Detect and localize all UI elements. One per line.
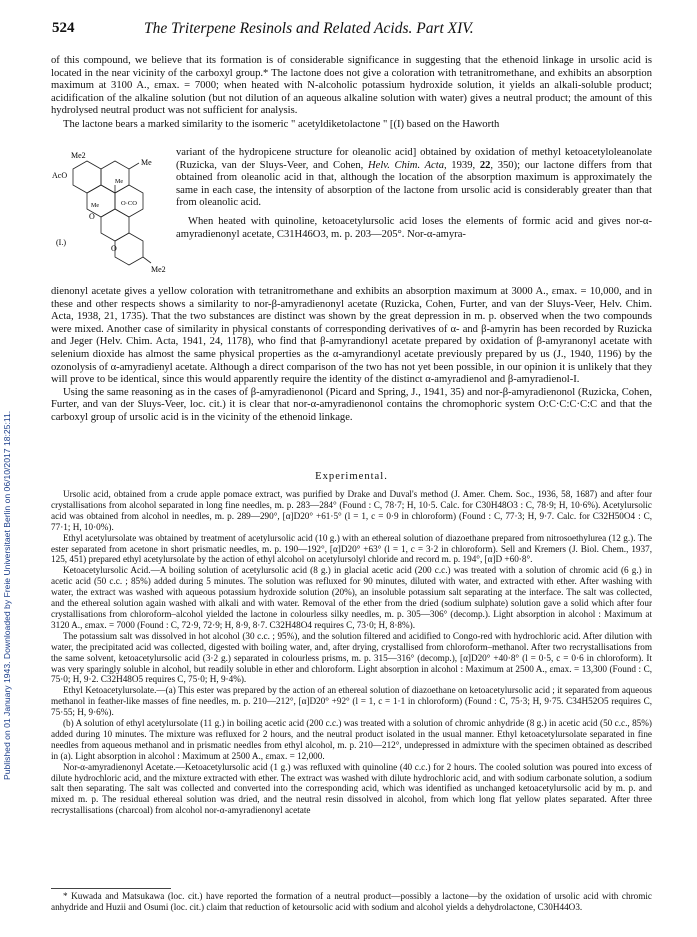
reasoning-paragraph: Using the same reasoning as in the cases of β-amyradienonol (Picard and Spring, J., 1941, 35) and nor-β-amyradienonol (Ruzicka, Cohen, Furter, and van der Sluys-Veer, loc. cit.) it is clear that nor-α-amyradienonol contains the chromophoric system O:C·C:C·C:C and that the carboxyl group of ursolic acid is in the vicinity of the ethenoid linkage.	[51, 386, 652, 423]
experimental-paragraph: Nor-α-amyradienonyl Acetate.—Ketoacetylursolic acid (1 g.) was refluxed with quinoline (40 c.c.) for 2 hours. The cooled solution was poured into excess of dilute hydrochloric acid, and the mixture extracted with ether. The extract was washed with dilute hydrochloric acid, and with sodium carbonate solution, a sodium salt then separating. The salt was collected and converted into the corresponding acid, which was identified as unchanged ketoacetylursolic acid by m. p. and mixed m. p. The residual ethereal solution was dried, and the neutral resin dissolved in alcohol, from which long flat yellow plates separated. After three recrystallisations (charcoal) from alcohol nor-α-amyradienonyl acetate	[51, 761, 652, 816]
quinoline-paragraph: When heated with quinoline, ketoacetylursolic acid loses the elements of formic acid and gives nor-α-amyradienonyl acetate, C31H46O3, m. p. 203—205°. Nor-α-amyra-	[176, 215, 652, 240]
formula-me-left: Me	[91, 203, 99, 209]
download-provenance-sidebar	[2, 140, 16, 780]
page-number: 524	[52, 20, 75, 36]
formula-o-bottom: O	[111, 244, 117, 253]
formula-oco: O·CO	[121, 200, 137, 207]
footnote-rule	[51, 888, 171, 889]
experimental-paragraph: Ethyl Ketoacetylursolate.—(a) This ester was prepared by the action of an ethereal solution of diazoethane on ketoacetylursolic acid ; it separated from aqueous methanol in feather-like masses of fine needles, m. p. 210—212°, [α]D20° +92° (l = 1, c = 1·1 in chloroform) (Found : C, 75·3; H, 9·75. C34H52O5 requires C, 75·55; H, 9·6%).	[51, 685, 652, 718]
experimental-paragraph: (b) A solution of ethyl acetylursolate (11 g.) in boiling acetic acid (200 c.c.) was treated with a solution of chromic anhydride (8 g.) in acetic acid (50 c.c., 85%) added during 10 minutes. The mixture was refluxed for 2 hours, and the neutral product isolated in the usual manner. Ethyl ketoacetylursolate separated in fine needles from aqueous methanol and in prismatic needles from ethyl alcohol, m. p. 210—212°, undepressed in admixture with the specimen obtained as described in (a). Light absorption in alcohol : Maximum at 2500 A., εmax. = 12,000.	[51, 718, 652, 761]
formula-side-text	[176, 147, 652, 241]
experimental-paragraph: Ethyl acetylursolate was obtained by treatment of acetylursolic acid (10 g.) with an ethereal solution of diazoethane prepared from nitrosoethylurea (12 g.). The ester separated from acetone in short prismatic needles, m. p. 190—192°, [α]D20° +63° (l = 1, c = 3·2 in chloroform). Sell and Kremers (J. Biol. Chem., 1937, 125, 451) prepared ethyl acetylursolate by the action of ethyl alcohol on acetylursolyl chloride and record m. p. 194°, [α]D +60·8°.	[51, 532, 652, 565]
formula-me2-top: Me2	[71, 151, 86, 160]
lactone-similarity-lead: The lactone bears a marked similarity to the isomeric " acetyldiketolactone " [(I) based on the Haworth	[63, 118, 500, 130]
experimental-block	[51, 489, 652, 816]
footnote-block	[51, 891, 652, 913]
formula-o-left: O	[89, 212, 95, 221]
experimental-paragraph: Ketoacetylursolic Acid.—A boiling solution of acetylursolic acid (8 g.) in glacial acetic acid (200 c.c.) was treated with a solution of chromic acid (6 g.) in acetic acid (50 c.c. ; 85%) added during 5 minutes. The solution was refluxed for 90 minutes, diluted with water, and extracted with ether. After washing with water, the extract was washed with aqueous potassium hydroxide solution (20%), an insoluble potassium salt separating at the interface. The salt was collected, and the ethereal solution again washed with alkali and with water. Removal of the ether from the dried (sodium sulphate) solution gave a solid which after four crystallisations from chloroform–alcohol yielded the lactone in colourless silky needles, m. p. 305—306° (decomp.). Light absorption in alcohol : Maximum at 3120 A., εmax. = 7000 (Found : C, 72·9, 72·9; H, 8·9, 8·7. C32H48O4 requires C, 73·0; H, 8·8%).	[51, 565, 652, 630]
discussion-block	[51, 286, 652, 425]
experimental-paragraph: The potassium salt was dissolved in hot alcohol (30 c.c. ; 95%), and the solution filtered and acidified to Congo-red with hydrochloric acid. After dilution with water, the precipitated acid was collected, digested with boiling water, and, after drying, crystallised from chloroform–methanol. After two recrystallisations from the same solvent, ketoacetylursolic acid (3·2 g.) separated in colourless prisms, m. p. 315—316° (decomp.), [α]D20° +40·8° (l = 0·5, c = 0·6 in chloroform). It was very sparingly soluble in alcohol, but readily soluble in ether and chloroform. Light absorption in alcohol : Maximum at 2500 A., εmax. = 13,300 (Found : C, 75·0; H, 9·2. C32H48O5 requires C, 75·0; H, 9·4%).	[51, 630, 652, 685]
opening-paragraph-block	[51, 55, 652, 132]
page-header	[52, 20, 652, 42]
running-title: The Triterpene Resinols and Related Acids. Part XIV.	[144, 20, 474, 37]
formula-me-right: Me	[141, 158, 152, 167]
formula-me-inner: Me	[115, 179, 123, 185]
formula-aco: AcO	[52, 171, 68, 180]
formula-me2-bottom: Me2	[151, 265, 166, 274]
provenance-text[interactable]: Published on 01 January 1943. Downloaded by Freie Universitaet Berlin on 06/10/2017 18:25:11.	[2, 410, 12, 780]
footnote: * Kuwada and Matsukawa (loc. cit.) have reported the formation of a neutral product—possibly a lactone—by the oxidation of ursolic acid with chromic anhydride and Huzii and Osumi (loc. cit.) claim that reduction of ketoursolic acid with sodium and alcohol yields a dehydrolactone, C30H44O3.	[51, 891, 652, 912]
formula-label: (I.)	[56, 238, 66, 247]
formula-side-paragraph: variant of the hydropicene structure for oleanolic acid] obtained by oxidation of methyl ketoacetyloleanolate (Ruzicka, van der Sluys-Veer, and Cohen, Helv. Chim. Acta, 1939, 22, 350); our lactone differs from that obtained from oleanolic acid in that, although the location of the absorption maximum is approximately the same in each case, the intensity of absorption of the lactone from ursolic acid is considerably greater than that from oleanolic acid.	[176, 147, 653, 209]
structural-formula-I	[51, 147, 179, 277]
section-heading-experimental: Experimental.	[315, 471, 388, 482]
opening-paragraph: of this compound, we believe that its formation is of considerable significance in suggesting that the ethenoid linkage in ursolic acid is located in the near vicinity of the carboxyl group.* The lactone does not give a coloration with tetranitromethane, and exhibits an absorption maximum at 3100 A., εmax. = 7000; when heated with N-alcoholic potassium hydroxide solution, it yields an alkali-soluble product; acidification of the alkaline solution (but not dilution of an aqueous alkaline solution with water) gives a neutral product; the amount of this hydrolysed neutral product was not sufficient for analysis.	[51, 55, 652, 117]
nor-alpha-paragraph: dienonyl acetate gives a yellow coloration with tetranitromethane and exhibits an absorption maximum at 3000 A., εmax. = 10,000, and in these and other respects shows a similarity to nor-β-amyradienonyl acetate (Ruzicka, Cohen, Furter, and van der Sluys-Veer, Helv. Chim. Acta, 1938, 21, 1735). That the two substances are distinct was shown by the great depression in m. p. observed when the two compounds were mixed. Another case of similarity in physical constants of corresponding derivatives of α- and β-amyrin has been recorded by Ruzicka and Jeger (Helv. Chim. Acta, 1941, 24, 1178), who find that β-amyrandionyl acetate prepared by oxidation of β-amyranonyl acetate with selenium dioxide has almost the same physical properties as the α-amyrandionyl acetate previously prepared by us (J., 1940, 1196) by the ozonolysis of α-amyradienyl acetate. Although a direct comparison of the two has not yet been possible, in our opinion it is unlikely that they will prove to be identical, since this would apparently require the identity of the distinct α-amyradienol and β-amyradienol-I.	[51, 286, 652, 386]
experimental-paragraph: Ursolic acid, obtained from a crude apple pomace extract, was purified by Drake and Duval's method (J. Amer. Chem. Soc., 1936, 58, 1687) and after four crystallisations from alcohol separated in long fine needles, m. p. 283—284° (Found : C, 78·7; H, 10·5. Calc. for C30H48O3 : C, 78·9; H, 10·6%). Acetylursolic acid was obtained from alcohol in needles, m. p. 289—290°, [α]D20° +61·5° (l = 1, c = 0·9 in chloroform) (Found : C, 77·3; H, 9·7. Calc. for C32H50O4 : C, 77·1; H, 10·0%).	[51, 489, 652, 532]
